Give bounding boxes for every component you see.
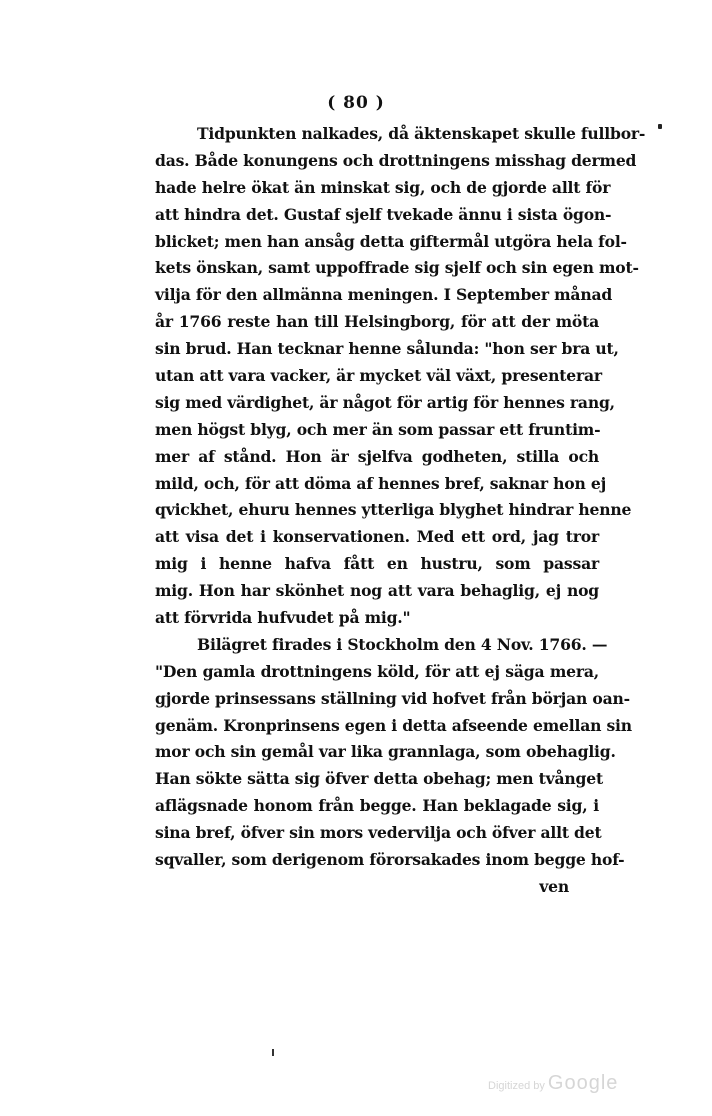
page-number: ( 80 ) (327, 93, 385, 113)
text-line: aflägsnade honom från begge. Han beklagade sig, i (155, 796, 599, 816)
text-line: das. Både konungens och drottningens misshag dermed (155, 150, 637, 170)
text-line: att visa det i konservationen. Med ett ord, jag tror (155, 527, 599, 547)
text-line: sqvaller, som derigenom förorsakades inom begge hof- (155, 850, 625, 870)
body-text (155, 121, 646, 901)
text-line: utan att vara vacker, är mycket väl växt, presenterar (155, 366, 602, 386)
digitization-watermark (488, 1072, 618, 1095)
text-line: genäm. Kronprinsens egen i detta afseende emellan sin (155, 715, 632, 735)
catchword: ven (539, 876, 569, 896)
text-line: Tidpunkten nalkades, då äktenskapet skulle fullbor- (197, 124, 646, 143)
text-line: men högst blyg, och mer än som passar ett fruntim- (155, 419, 601, 439)
text-line: mer af stånd. Hon är sjelfva godheten, stilla och (155, 446, 599, 466)
text-line: gjorde prinsessans ställning vid hofvet från början oan- (155, 688, 630, 708)
text-line: vilja för den allmänna meningen. I September månad (155, 285, 613, 305)
watermark-prefix: Digitized by (488, 1080, 545, 1092)
text-line: "Den gamla drottningens köld, för att ej säga mera, (155, 661, 599, 681)
text-line: år 1766 reste han till Helsingborg, för att der möta (155, 312, 599, 332)
text-line: qvickhet, ehuru hennes ytterliga blyghet hindrar henne (155, 500, 632, 520)
stray-ink-mark (272, 1049, 274, 1056)
text-line: mig i henne hafva fått en hustru, som passar (155, 554, 599, 574)
text-line-paragraph-end: att förvrida hufvudet på mig." (155, 608, 411, 628)
text-line: hade helre ökat än minskat sig, och de gjorde allt för (155, 177, 611, 197)
text-line: mor och sin gemål var lika grannlaga, som obehaglig. (155, 742, 616, 762)
text-line: sin brud. Han tecknar henne sålunda: "hon ser bra ut, (155, 339, 619, 359)
text-line: mild, och, för att döma af hennes bref, saknar hon ej (155, 473, 607, 493)
text-line: kets önskan, samt uppoffrade sig sjelf och sin egen mot- (155, 258, 639, 278)
text-line: Bilägret firades i Stockholm den 4 Nov. 1766. — (197, 634, 608, 654)
text-line: mig. Hon har skönhet nog att vara behaglig, ej nog (155, 581, 599, 601)
text-line: sig med värdighet, är något för artig för hennes rang, (155, 392, 615, 412)
text-line: sina bref, öfver sin mors vedervilja och öfver allt det (155, 823, 602, 843)
text-line: blicket; men han ansåg detta giftermål utgöra hela fol- (155, 231, 627, 251)
watermark-brand: Google (547, 1072, 619, 1094)
margin-ink-mark (658, 124, 662, 129)
text-line: Han sökte sätta sig öfver detta obehag; men tvånget (155, 769, 603, 789)
text-line: att hindra det. Gustaf sjelf tvekade ännu i sista ögon- (155, 204, 612, 224)
